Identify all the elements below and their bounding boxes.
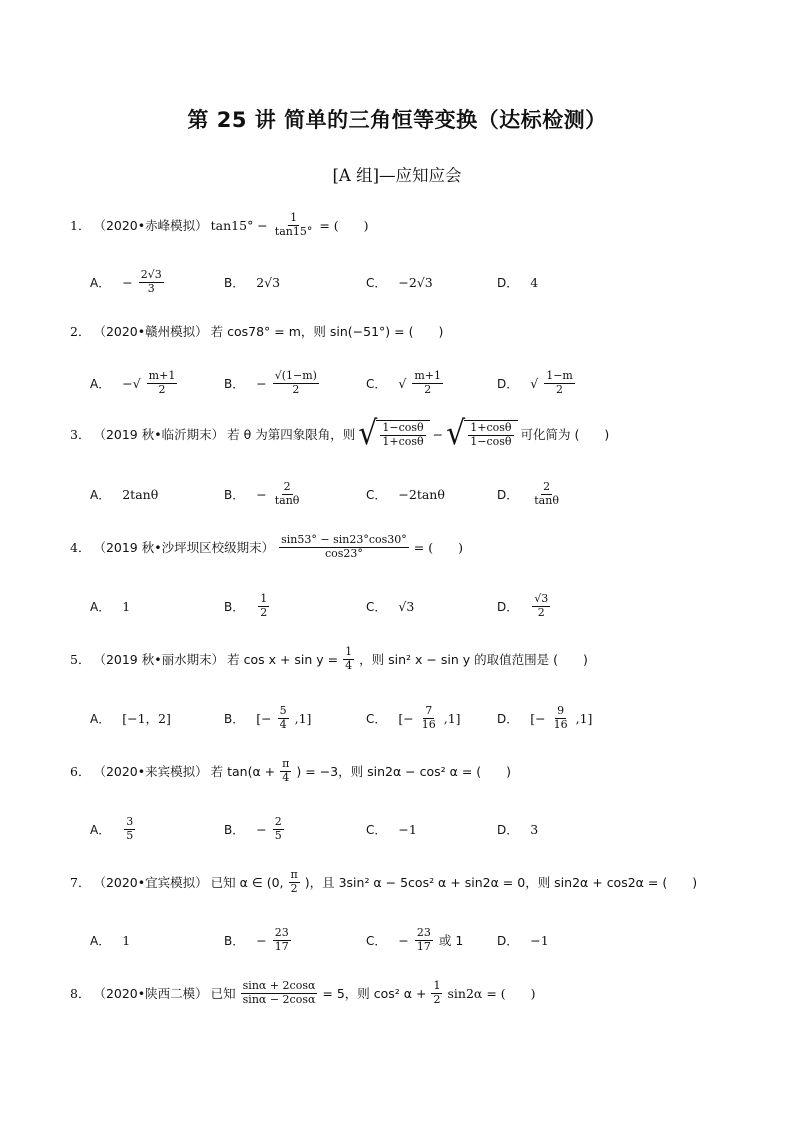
expr-text: = ( ) xyxy=(413,540,463,556)
question-6 xyxy=(70,758,754,784)
expr-text: 可化简为 ( ) xyxy=(520,427,610,443)
options-3 xyxy=(90,472,754,516)
fraction: $\frac{\sin\alpha + 2\cos\alpha}{\sin\alpha - 2\cos\alpha}$ xyxy=(242,979,316,1006)
fraction: $\frac{\sin 53^\circ - \sin 23^\circ\cos 30^\circ}{\cos 23^\circ}$ xyxy=(281,533,407,560)
question-number: 3． xyxy=(70,427,91,443)
question-source: （2019 秋•临沂期末） xyxy=(93,427,225,443)
question-source: （2020•赤峰模拟） xyxy=(93,218,208,234)
question-number: 1． xyxy=(70,218,91,234)
question-number: 5． xyxy=(70,652,91,668)
radical: √ $\frac{1-\cos\theta}{1+\cos\theta}$ xyxy=(358,420,429,449)
option-b: B． − $\frac{√(1-m)}{2}$ xyxy=(224,368,317,396)
options-5 xyxy=(90,696,754,740)
minus-sign: − xyxy=(432,426,444,442)
option-c: C． −1 xyxy=(366,821,417,837)
expr-text: 若 tan(α + xyxy=(210,764,276,780)
option-d: D． $\frac{√3}{2}$ xyxy=(497,591,549,619)
question-source: （2019 秋•丽水期末） xyxy=(93,652,225,668)
question-7 xyxy=(70,869,754,895)
option-d: D． √ $\frac{1-m}{2}$ xyxy=(497,368,573,396)
question-1 xyxy=(70,212,754,238)
options-6 xyxy=(90,807,754,851)
expr-text: 已知 xyxy=(210,986,236,1002)
question-5 xyxy=(70,646,754,672)
question-source: （2020•陕西二模） xyxy=(93,986,208,1002)
expr-text: 若 cos78° = m，则 sin(−51°) = ( ) xyxy=(210,324,444,339)
question-number: 7． xyxy=(70,875,91,891)
question-source: （2020•赣州模拟） xyxy=(93,324,208,339)
expr-text: )，且 3sin² α − 5cos² α + sin2α = 0，则 sin2α + cos2α = ( ) xyxy=(304,875,698,891)
option-d: D． −1 xyxy=(497,932,549,948)
option-c: C． [− $\frac{7}{16}$ ,1] xyxy=(366,703,461,731)
page-title: 第 25 讲 简单的三角恒等变换（达标检测） xyxy=(187,108,607,132)
question-source: （2020•宜宾模拟） xyxy=(93,875,208,891)
question-source: （2020•来宾模拟） xyxy=(93,764,208,780)
option-c: C． √ $\frac{m+1}{2}$ xyxy=(366,368,442,396)
option-c: C． −2tanθ xyxy=(366,486,445,502)
fraction: $\frac{1}{4}$ xyxy=(345,645,353,672)
option-d: D． $\frac{2}{\tan\theta}$ xyxy=(497,479,559,507)
option-b: B． − $\frac{2}{5}$ xyxy=(224,814,282,842)
option-a: A． [−1，2] xyxy=(90,711,171,726)
option-a: A． 1 xyxy=(90,598,131,614)
expr-text: ，则 sin² x − sin y 的取值范围是 ( ) xyxy=(359,652,588,668)
option-b: B． $\frac{1}{2}$ xyxy=(224,591,268,619)
section-subtitle: [A 组]—应知应会 xyxy=(332,166,462,185)
option-a: A． 1 xyxy=(90,932,131,948)
option-b: B． [− $\frac{5}{4}$ ,1] xyxy=(224,703,312,731)
option-c: C． √3 xyxy=(366,598,415,614)
option-a: A． − $\frac{2√3}{3}$ xyxy=(90,267,162,295)
question-2 xyxy=(70,322,754,340)
fraction: $\frac{\pi}{2}$ xyxy=(290,868,298,895)
expr-text: tan15° − xyxy=(210,217,268,233)
question-source: （2019 秋•沙坪坝区校级期末） xyxy=(93,540,275,556)
option-b: B． 2√3 xyxy=(224,274,281,290)
option-a: A． 2tanθ xyxy=(90,486,159,502)
option-d: D． [− $\frac{9}{16}$ ,1] xyxy=(497,703,593,731)
question-number: 2． xyxy=(70,324,91,339)
expr-text: 若 cos x + sin y = xyxy=(227,652,339,668)
question-number: 8． xyxy=(70,986,91,1002)
fraction: $\frac{1}{\tan 15^\circ}$ xyxy=(274,211,313,238)
question-number: 6． xyxy=(70,764,91,780)
options-2 xyxy=(90,361,754,405)
question-4 xyxy=(70,534,754,560)
radical: √ $\frac{1+\cos\theta}{1-\cos\theta}$ xyxy=(446,420,517,449)
expr-text: ) = −3，则 sin2α − cos² α = ( ) xyxy=(296,764,512,780)
options-4 xyxy=(90,584,754,628)
option-b: B． − $\frac{2}{\tan\theta}$ xyxy=(224,479,300,507)
question-3 xyxy=(70,414,754,453)
option-a: A． −√ $\frac{m+1}{2}$ xyxy=(90,368,176,396)
option-d: D． 4 xyxy=(497,274,539,290)
expr-text: = ( ) xyxy=(319,218,369,234)
fraction: $\frac{\pi}{4}$ xyxy=(282,757,290,784)
option-d: D． 3 xyxy=(497,821,539,837)
option-b: B． − $\frac{23}{17}$ xyxy=(224,925,289,953)
options-7 xyxy=(90,918,754,962)
option-a: A． $\frac{3}{5}$ xyxy=(90,814,134,842)
expr-text: 已知 α ∈ (0, xyxy=(210,875,284,891)
fraction: $\frac{1}{2}$ xyxy=(433,979,441,1006)
question-number: 4． xyxy=(70,540,91,556)
option-c: C． − $\frac{23}{17}$ 或 1 xyxy=(366,925,464,953)
options-1 xyxy=(90,260,754,304)
option-c: C． −2√3 xyxy=(366,274,433,290)
expr-text: 若 θ 为第四象限角，则 xyxy=(227,427,356,443)
expr-text: = 5，则 cos² α + xyxy=(322,986,427,1002)
expr-text: sin2α = ( ) xyxy=(447,986,536,1002)
question-8 xyxy=(70,980,754,1006)
